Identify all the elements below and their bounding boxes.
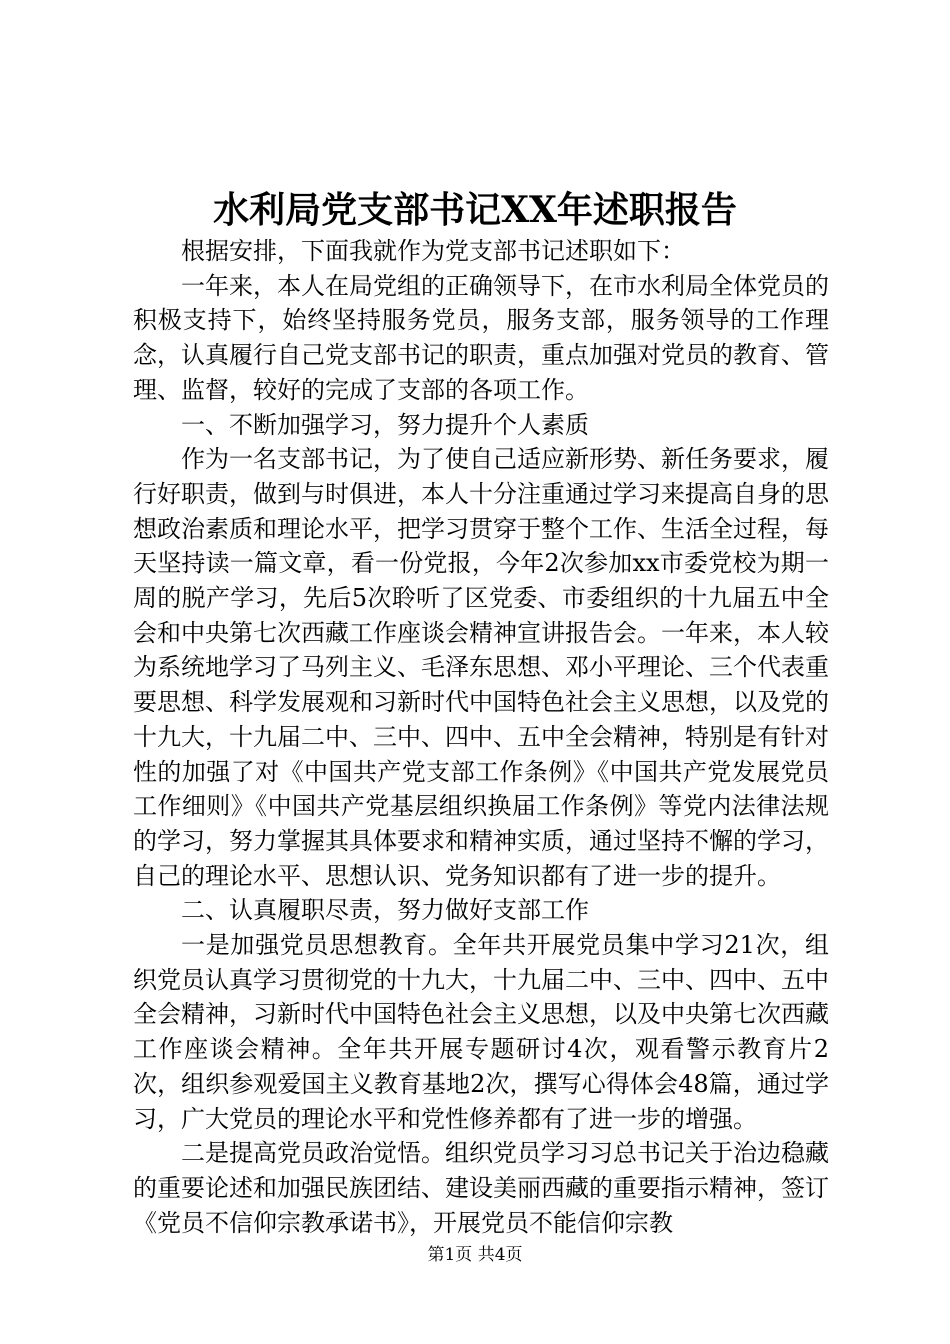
paragraph-study: 作为一名支部书记，为了使自己适应新形势、新任务要求，履行好职责，做到与时俱进，本人十分注重通过学习来提高自身的思想政治素质和理论水平，把学习贯穿于整个工作、生活全过程，每天坚持读一篇文章，看一份党报，今年2次参加xx市委党校为期一周的脱产学习，先后5次聆听了区党委、市委组织的十九届五中全会和中央第七次西藏工作座谈会精神宣讲报告会。一年来，本人较为系统地学习了马列主义、毛泽东思想、邓小平理论、三个代表重要思想、科学发展观和习新时代中国特色社会主义思想，以及党的十九大，十九届二中、三中、四中、五中全会精神，特别是有针对性的加强了对《中国共产党支部工作条例》《中国共产党发展党员工作细则》《中国共产党基层组织换届工作条例》等党内法律法规的学习，努力掌握其具体要求和精神实质，通过坚持不懈的学习，自己的理论水平、思想认识、党务知识都有了进一步的提升。 [133,445,829,890]
section-heading-2: 二、认真履职尽责，努力做好支部工作 [181,896,589,925]
section-heading-1: 一、不断加强学习，努力提升个人素质 [181,410,589,439]
paragraph-intro: 根据安排，下面我就作为党支部书记述职如下： [181,237,685,265]
page-footer: 第1页 共4页 [427,1245,523,1265]
document-body [133,234,829,1240]
paragraph-education: 一是加强党员思想教育。全年共开展党员集中学习21次，组织党员认真学习贯彻党的十九大，十九届二中、三中、四中、五中全会精神，习新时代中国特色社会主义思想，以及中央第七次西藏工作座谈会精神。全年共开展专题研讨4次，观看警示教育片2次，组织参观爱国主义教育基地2次，撰写心得体会48篇，通过学习，广大党员的理论水平和党性修养都有了进一步的增强。 [133,931,829,1133]
paragraph-political: 二是提高党员政治觉悟。组织党员学习习总书记关于治边稳藏的重要论述和加强民族团结、建设美丽西藏的重要指示精神，签订《党员不信仰宗教承诺书》，开展党员不能信仰宗教 [133,1139,829,1237]
paragraph-overview: 一年来，本人在局党组的正确领导下，在市水利局全体党员的积极支持下，始终坚持服务党员，服务支部，服务领导的工作理念，认真履行自己党支部书记的职责，重点加强对党员的教育、管理、监督，较好的完成了支部的各项工作。 [133,271,829,404]
document-title: 水利局党支部书记XX年述职报告 [213,189,737,231]
